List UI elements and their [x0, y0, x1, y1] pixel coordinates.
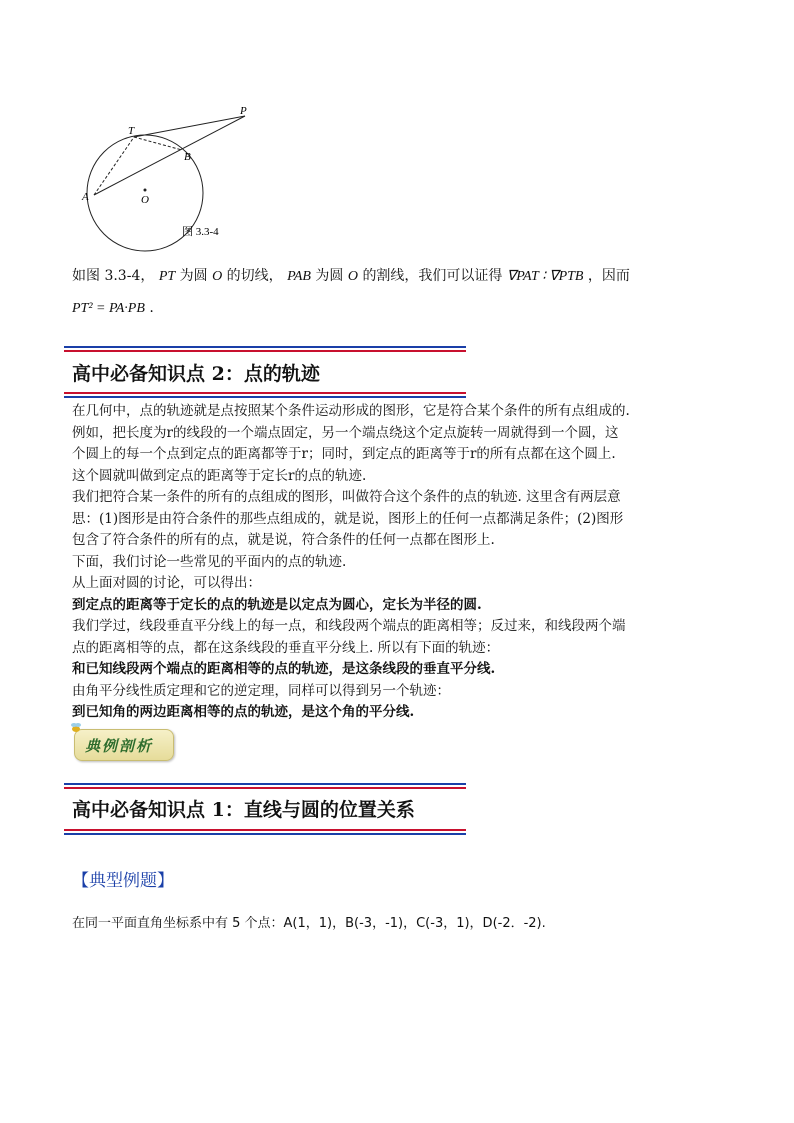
label-t: T	[128, 125, 135, 137]
math-o: O	[212, 269, 223, 284]
body-line-bold: 和已知线段两个端点的距离相等的点的轨迹，是这条线段的垂直平分线.	[72, 661, 496, 677]
heading-top-rule	[64, 783, 466, 790]
label-o: O	[141, 194, 149, 206]
body-line: 例如，把长度为r的线段的一个端点固定，另一个端点绕这个定点旋转一周就得到一个圆，这	[72, 424, 619, 441]
body-line: 这个圆就叫做到定点的距离等于定长r的点的轨迹.	[72, 467, 367, 484]
body-line: 包含了符合条件的所有的点，就是说，符合条件的任何一点都在图形上.	[72, 532, 495, 548]
heading-bottom-rule	[64, 829, 466, 836]
label-a: A	[82, 191, 89, 203]
intro-text: ，因而	[587, 268, 630, 284]
body-line: 我们把符合某一条件的所有的点组成的图形，叫做符合这个条件的点的轨迹. 这里含有两层意	[72, 489, 621, 505]
math-pt: PT	[158, 269, 176, 284]
body-line: 下面，我们讨论一些常见的平面内的点的轨迹.	[72, 553, 347, 570]
section2-heading: 高中必备知识点 2：点的轨迹	[72, 363, 320, 385]
intro-text: 为圆	[315, 268, 344, 284]
body-line-bold: 到已知角的两边距离相等的点的轨迹，是这个角的平分线.	[72, 704, 415, 720]
intro-line-1	[72, 266, 630, 287]
intro-text: 如图 3.3-4，	[72, 268, 155, 284]
body-line: 点的距离相等的点，都在这条线段的垂直平分线上. 所以有下面的轨迹：	[72, 639, 500, 656]
body-line: 在几何中，点的轨迹就是点按照某个条件运动形成的图形，它是符合某个条件的所有点组成的.	[72, 403, 630, 419]
geometry-figure	[72, 104, 272, 254]
body-line: 从上面对圆的讨论，可以得出：	[72, 575, 261, 591]
heading-top-rule	[64, 346, 466, 353]
math-pab: PAB	[287, 269, 311, 284]
figure-caption: 图 3.3-4	[182, 226, 219, 238]
intro-line-2	[72, 298, 154, 319]
body-line-bold: 到定点的距离等于定长的点的轨迹是以定点为圆心，定长为半径的圆.	[72, 596, 482, 613]
intro-text: 的切线，	[226, 268, 283, 284]
body-line: 个圆上的每一个点到定点的距离都等于r；同时，到定点的距离等于r的所有点都在这个圆上.	[72, 446, 616, 462]
math-o: O	[347, 269, 358, 284]
label-p: P	[240, 105, 247, 117]
example-text: 在同一平面直角坐标系中有 5 个点：A(1，1)，B(-3，-1)，C(-3，1)，D(-2．-2).	[72, 916, 546, 931]
heading-bottom-rule	[64, 392, 466, 399]
intro-text: .	[149, 300, 154, 316]
section1-heading: 高中必备知识点 1：直线与圆的位置关系	[72, 799, 415, 821]
body-line: 思：(1)图形是由符合条件的那些点组成的，就是说，图形上的任何一点都满足条件；(2)图形	[72, 510, 624, 527]
example-badge	[74, 729, 174, 761]
body-line: 我们学过，线段垂直平分线上的每一点，和线段两个端点的距离相等；反过来，和线段两个端	[72, 618, 626, 634]
example-title: 【典型例题】	[72, 871, 174, 891]
intro-text: 的割线，我们可以证得	[362, 268, 503, 284]
bee-icon	[69, 722, 83, 734]
badge-label: 典例剖析	[85, 737, 154, 755]
math-formula: PT² = PA·PB	[72, 301, 145, 316]
label-b: B	[184, 151, 191, 163]
body-line: 由角平分线性质定理和它的逆定理，同样可以得到另一个轨迹：	[72, 682, 450, 699]
section2-body	[72, 401, 722, 724]
intro-text: 为圆	[179, 268, 208, 284]
math-similarity: ∇PAT ∶ ∇PTB	[506, 269, 584, 284]
